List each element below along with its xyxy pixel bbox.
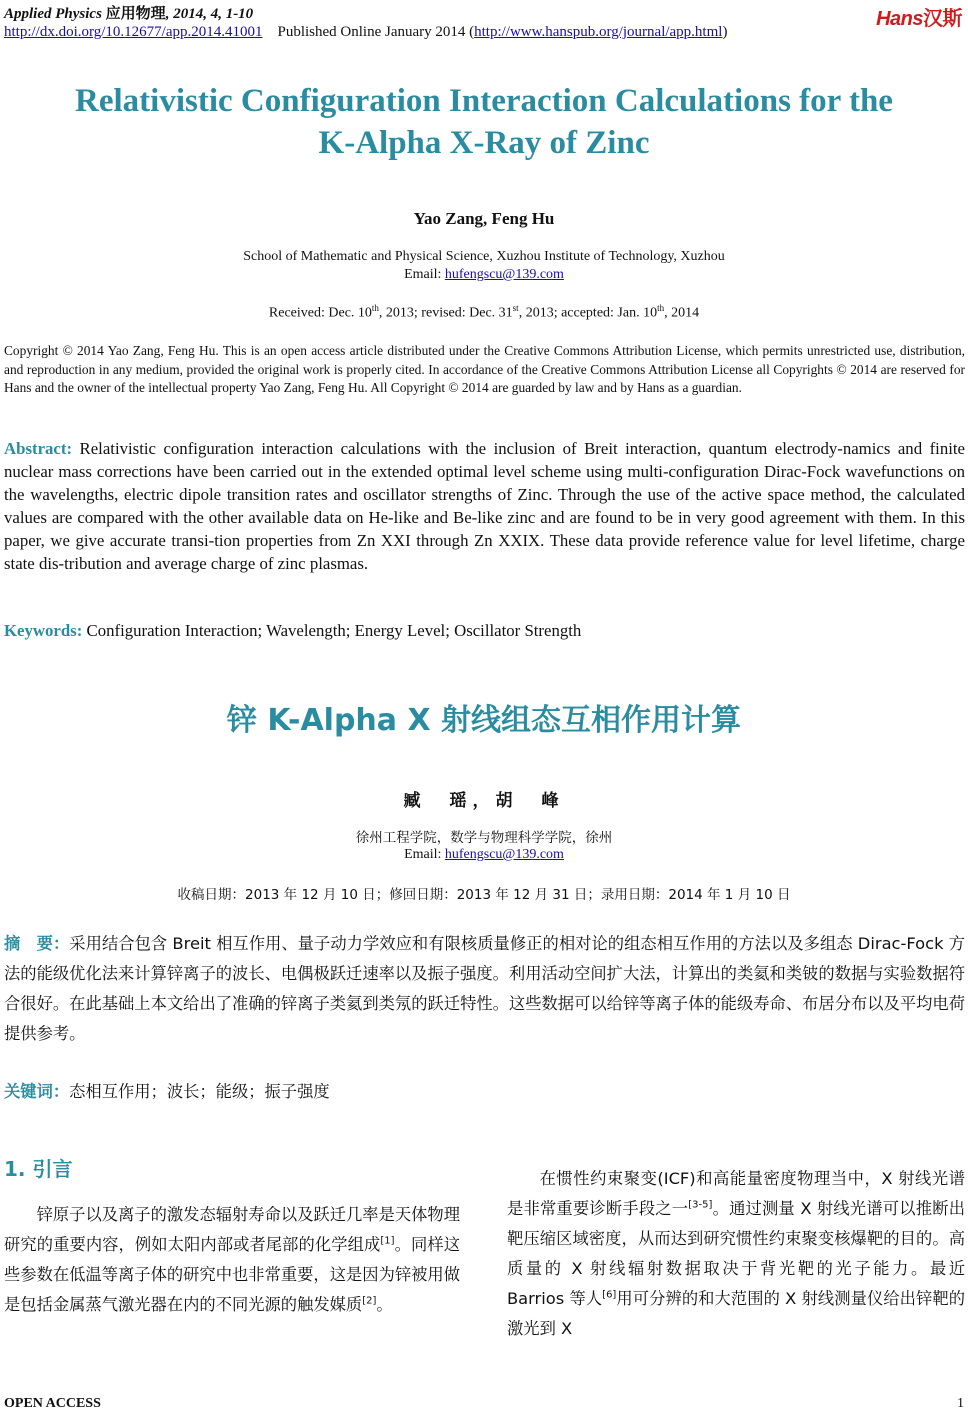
keywords-text: Configuration Interaction; Wavelength; Energy Level; Oscillator Strength: [86, 621, 582, 640]
keywords-en: [4, 621, 965, 641]
doi-link[interactable]: http://dx.doi.org/10.12677/app.2014.41001: [4, 24, 263, 40]
abstract-text-cn: 采用结合包含 Breit 相互作用、量子动力学效应和有限核质量修正的相对论的组态相互作用的方法以及多组态 Dirac-Fock 方法的能级优化法来计算锌离子的波长、电偶极跃迁速率以及振子强度。利用活动空间扩大法，计算出的类氦和类铍的数据与实验数据符合很好。在此基础上本文给出了准确的锌离子类氦到类氖的跃迁特性。这些数据可以给锌等离子体的能级寿命、布居分布以及平均电荷提供参考。: [4, 934, 965, 1043]
keywords-label-cn: 关键词：: [4, 1082, 70, 1101]
email-label-cn: Email:: [404, 847, 445, 862]
authors: Yao Zang, Feng Hu: [413, 209, 555, 228]
paper-title: [0, 80, 968, 164]
authors-cn: 臧 瑶，胡 峰: [403, 791, 565, 811]
citation-ref[interactable]: [6]: [602, 1289, 617, 1301]
published-text: Published Online January 2014 (: [277, 24, 475, 40]
paper-title-cn: 锌 K-Alpha X 射线组态互相作用计算: [226, 703, 742, 738]
abstract-cn: [4, 929, 965, 1049]
citation-ref[interactable]: [3-5]: [688, 1199, 713, 1211]
received-dates: [0, 303, 968, 322]
abstract-en: [4, 437, 965, 575]
page-number: 1: [957, 1396, 964, 1411]
keywords-text-cn: 态相互作用；波长；能级；振子强度: [69, 1082, 330, 1101]
accepted-date: , 2013; accepted: Jan. 10: [518, 305, 658, 321]
section-heading: 1. 引言: [4, 1157, 73, 1181]
accepted-sup: th: [657, 303, 665, 313]
journal-name: Applied Physics: [4, 6, 102, 22]
journal-link[interactable]: http://www.hanspub.org/journal/app.html: [474, 24, 723, 40]
journal-name-cn: 应用物理: [105, 6, 166, 22]
citation-ref[interactable]: [1]: [380, 1235, 395, 1247]
title-line-2: K-Alpha X-Ray of Zinc: [318, 125, 650, 161]
right-text-2: 。通过测量 X 射线光谱可以推断出靶压缩区域密度，从而达到研究惯性约束聚变核爆靶的目的。高质量的 X 射线辐射数据取决于背光靶的光子能力。最近 Barrios 等人: [507, 1199, 965, 1308]
email-line-cn: [0, 847, 968, 863]
doi-line: [4, 24, 727, 41]
body-column-right: [507, 1164, 965, 1344]
received-sup: th: [371, 303, 379, 313]
revised-sup: st: [512, 303, 519, 313]
abstract-label-cn: 摘 要：: [4, 934, 70, 953]
keywords-label: Keywords:: [4, 621, 87, 640]
citation-ref[interactable]: [2]: [362, 1295, 377, 1307]
open-access-label: OPEN ACCESS: [4, 1396, 101, 1411]
abstract-label: Abstract:: [4, 439, 80, 458]
left-text-1: 锌原子以及离子的激发态辐射寿命以及跃迁几率是天体物理研究的重要内容，例如太阳内部或者尾部的化学组成: [4, 1205, 460, 1254]
left-text-2: 。同样这些参数在低温等离子体的研究中也非常重要，这是因为锌被用做是包括金属蒸气激光器在内的不同光源的触发媒质: [4, 1235, 460, 1314]
revised-date: , 2013; revised: Dec. 31: [378, 305, 513, 321]
received-dates-cn: 收稿日期：2013 年 12 月 10 日；修回日期：2013 年 12 月 31 日；录用日期：2014 年 1 月 10 日: [177, 887, 791, 903]
email-line: [0, 267, 968, 283]
abstract-text: Relativistic configuration interaction calculations with the inclusion of Breit interaction, quantum electrody-namics and finite nuclear mass corrections have been carried out in the extended optimal level scheme using multi-configuration Dirac-Fock wavefunctions on the wavelengths, electric dipole transition rates and oscillator strengths of Zinc. Through the use of the active space method, the calculated values are compared with the other available data on He-like and Be-like zinc and are found to be in very good agreement with them. In this paper, we give accurate transi-tion properties from Zn XXI through Zn XXIX. These data provide reference value for level lifetime, charge state dis-tribution and average charge of zinc plasmas.: [4, 439, 965, 573]
email-link-cn[interactable]: hufengscu@139.com: [444, 847, 564, 862]
accepted-year: , 2014: [664, 305, 700, 321]
journal-citation: [4, 2, 253, 23]
running-header: [4, 2, 964, 46]
right-text-1: 在惯性约束聚变(ICF)和高能量密度物理当中，X 射线光谱是非常重要诊断手段之一: [507, 1169, 965, 1218]
keywords-cn: [4, 1078, 965, 1102]
email-link[interactable]: hufengscu@139.com: [444, 267, 564, 282]
published-close: ): [722, 24, 728, 40]
received-date: Received: Dec. 10: [268, 305, 372, 321]
affiliation-cn: 徐州工程学院，数学与物理科学学院，徐州: [355, 830, 613, 846]
left-text-3: 。: [376, 1295, 393, 1314]
affiliation: School of Mathematic and Physical Science, Xuzhou Institute of Technology, Xuzhou: [243, 249, 725, 264]
title-line-1: Relativistic Configuration Interaction Calculations for the: [75, 83, 893, 119]
email-label: Email:: [404, 267, 445, 282]
copyright-notice: Copyright © 2014 Yao Zang, Feng Hu. This is an open access article distributed under the Creative Commons Attribution License, which permits unrestricted use, distribution, and reproduction in any medium, provided the original work is properly cited. In accordance of the Creative Commons Attribution License all Copyrights © 2014 are reserved for Hans and the owner of the intellectual property Yao Zang, Feng Hu. All Copyright © 2014 are guarded by law and by Hans as a guardian.: [4, 343, 965, 395]
logo-text-en: Hans: [876, 8, 923, 30]
hans-logo: [876, 2, 962, 31]
journal-issue: , 2014, 4, 1-10: [165, 6, 254, 22]
body-column-left: [4, 1200, 460, 1320]
logo-text-cn: 汉斯: [923, 8, 962, 30]
right-text-3: 用可分辨的和大范围的 X 射线测量仪给出锌靶的激光到 X: [507, 1289, 966, 1338]
